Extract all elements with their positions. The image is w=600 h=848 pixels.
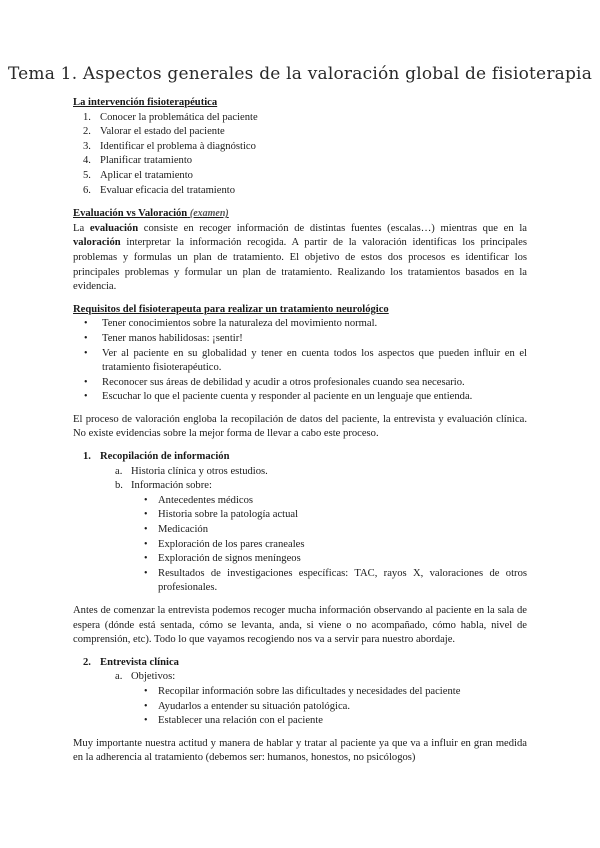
section-heading-requisitos: Requisitos del fisioterapeuta para realizar un tratamiento neurológico bbox=[73, 303, 389, 315]
actitud-paragraph: Muy importante nuestra actitud y manera de hablar y tratar al paciente ya que va a influir en gran medida en la adherencia al tratamiento (debemos ser: humanos, honestos, no psicólogos) bbox=[73, 737, 527, 764]
sub-item-a: a. Objetivos: bbox=[115, 671, 176, 683]
document-body bbox=[73, 96, 527, 766]
list-item: • Tener conocimientos sobre la naturaleza del movimiento normal. bbox=[73, 317, 527, 332]
list-item: 6. Evaluar eficacia del tratamiento bbox=[83, 184, 235, 196]
exam-note: (examen) bbox=[189, 208, 229, 220]
list-item: 4. Planificar tratamiento bbox=[83, 155, 193, 167]
list-item: • Historia sobre la patología actual bbox=[73, 508, 527, 523]
list-item: • Ayudarlos a entender su situación patológica. bbox=[73, 700, 527, 715]
sub-item-a: a. Historia clínica y otros estudios. bbox=[115, 465, 268, 477]
evaluacion-paragraph: La evaluación consiste en recoger información de distintas fuentes (escalas…) mientras que en la valoración interpretar la información recogida. A partir de la valoración identificas los principales problemas y formulas un plan de tratamiento. El objetivo de estos dos procesos es identificar los principales problemas y formular un plan de tratamiento. Realizando los tratamientos basados en la evidencia. bbox=[73, 222, 527, 293]
entrevista-intro-paragraph: Antes de comenzar la entrevista podemos recoger mucha información observando al paciente en la sala de espera (dónde está sentada, cómo se levanta, anda, si viene o no acompañado, cómo habla, nivel de comprensión, etc). Todo lo que vayamos recogiendo nos va a servir para nuestro abordaje. bbox=[73, 605, 527, 646]
step-recopilacion-heading: 1. Recopilación de información bbox=[83, 451, 230, 463]
step-entrevista-heading: 2. Entrevista clínica bbox=[83, 656, 179, 668]
list-item: • Tener manos habilidosas: ¡sentir! bbox=[73, 332, 527, 347]
list-item: • Reconocer sus áreas de debilidad y acudir a otros profesionales cuando sea necesario. bbox=[73, 376, 527, 391]
list-item: • Escuchar lo que el paciente cuenta y responder al paciente en un lenguaje que entienda. bbox=[73, 390, 527, 405]
informacion-list bbox=[73, 494, 527, 596]
list-item: • Recopilar información sobre las dificultades y necesidades del paciente bbox=[73, 685, 527, 700]
objetivos-list bbox=[73, 685, 527, 729]
list-item: • Antecedentes médicos bbox=[73, 494, 527, 509]
section-heading-evaluacion: Evaluación vs Valoración (examen) bbox=[73, 208, 229, 220]
page-title: Tema 1. Aspectos generales de la valoración global de fisioterapia bbox=[7, 64, 593, 84]
intervencion-list bbox=[73, 111, 527, 199]
list-item: • Medicación bbox=[73, 523, 527, 538]
section-heading-intervencion: La intervención fisioterapéutica bbox=[73, 97, 218, 108]
list-item: • Exploración de signos meníngeos bbox=[73, 552, 527, 567]
list-item: 3. Identificar el problema à diagnóstico bbox=[83, 140, 256, 152]
list-item: • Resultados de investigaciones específicas: TAC, rayos X, valoraciones de otros profesionales. bbox=[73, 567, 527, 596]
list-item: 5. Aplicar el tratamiento bbox=[83, 169, 193, 181]
list-item: • Ver al paciente en su globalidad y tener en cuenta todos los aspectos que pueden influir en el tratamiento fisioterapéutico. bbox=[73, 347, 527, 376]
sub-item-b: b. Información sobre: bbox=[115, 480, 212, 492]
requisitos-list bbox=[73, 317, 527, 405]
list-item: • Exploración de los pares craneales bbox=[73, 538, 527, 553]
proceso-paragraph: El proceso de valoración engloba la recopilación de datos del paciente, la entrevista y evaluación clínica. No existe evidencias sobre la mejor forma de llevar a cabo este proceso. bbox=[73, 413, 527, 440]
list-item: • Establecer una relación con el paciente bbox=[73, 714, 527, 729]
list-item: 2. Valorar el estado del paciente bbox=[83, 126, 225, 138]
list-item: 1. Conocer la problemática del paciente bbox=[83, 111, 258, 123]
